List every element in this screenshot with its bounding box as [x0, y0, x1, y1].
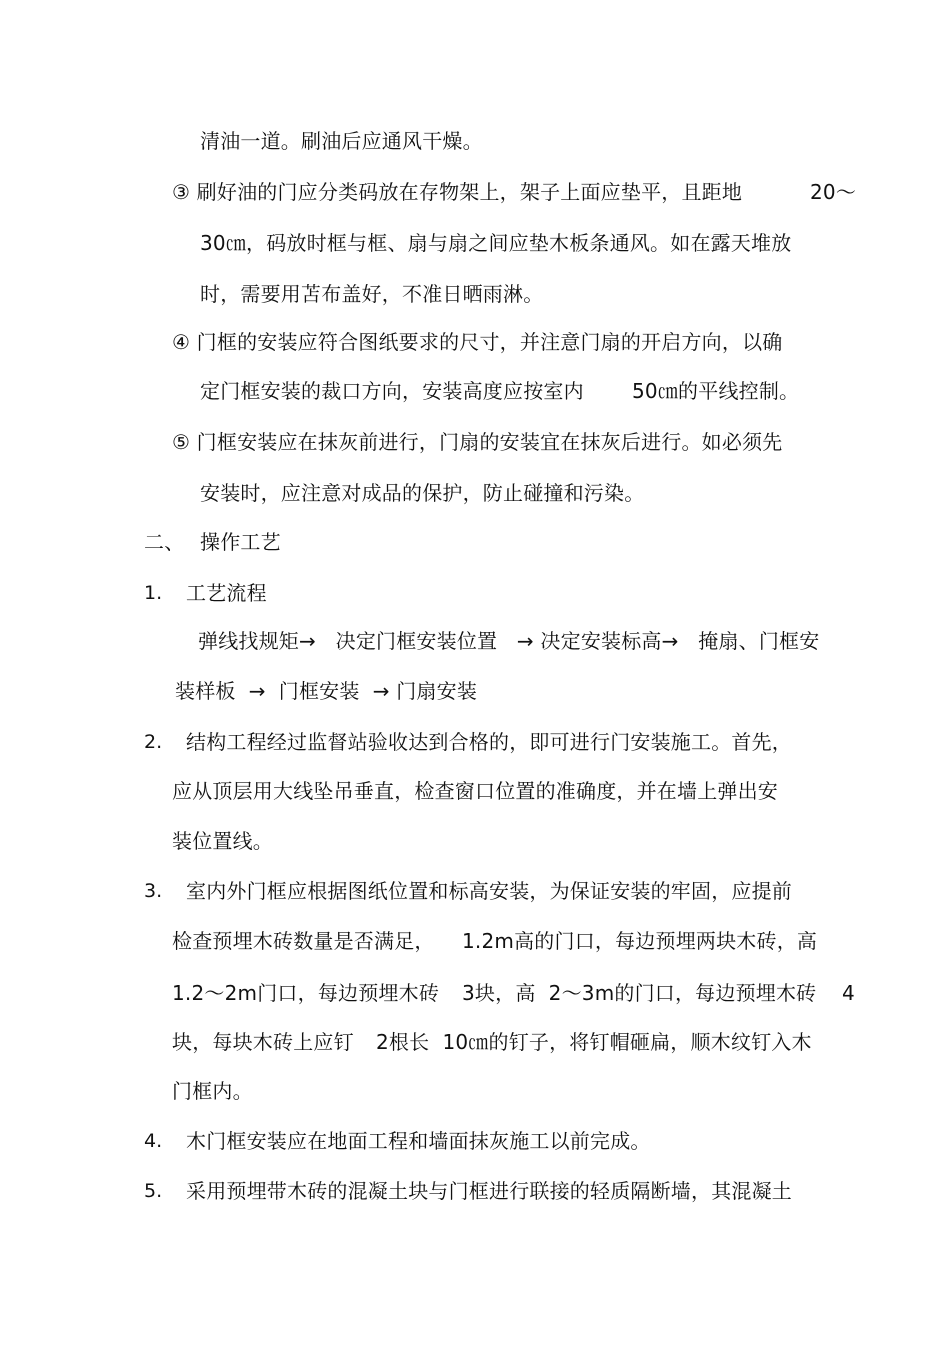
section-title: 操作工艺: [200, 530, 281, 554]
paragraph-line: 检查预埋木砖数量是否满足，: [172, 929, 435, 953]
paragraph-line: 安装时，应注意对成品的保护，防止碰撞和污染。: [200, 481, 645, 505]
paragraph-line: 50㎝的平线控制。: [632, 379, 800, 403]
paragraph-line: 室内外门框应根据图纸位置和标高安装，为保证安装的牢固，应提前: [186, 879, 792, 903]
paragraph-line: ③ 刷好油的门应分类码放在存物架上，架子上面应垫平，且距地: [172, 180, 743, 204]
paragraph-line: 采用预埋带木砖的混凝土块与门框进行联接的轻质隔断墙，其混凝土: [186, 1179, 792, 1203]
paragraph-line: 定门框安装的裁口方向，安装高度应按室内: [200, 379, 584, 403]
item-number: 2.: [144, 731, 163, 753]
section-number: 二、: [144, 530, 185, 554]
process-flow-line: 弹线找规矩→ 决定门框安装位置 → 决定安装标高→ 掩扇、门框安: [198, 629, 820, 653]
paragraph-line: 块，每块木砖上应钉: [172, 1030, 354, 1054]
paragraph-line: 4: [842, 981, 855, 1005]
paragraph-line: 结构工程经过监督站验收达到合格的，即可进行门安装施工。首先，: [186, 730, 792, 754]
paragraph-line: 装位置线。: [172, 829, 273, 853]
paragraph-line: 时，需要用苫布盖好，不准日晒雨淋。: [200, 282, 544, 306]
item-title: 工艺流程: [186, 581, 267, 605]
item-number: 3.: [144, 880, 163, 902]
item-number: 5.: [144, 1180, 163, 1202]
paragraph-line: 2根长 10㎝的钉子，将钉帽砸扁，顺木纹钉入木: [376, 1030, 812, 1054]
paragraph-line: 3块，高 2～3m的门口，每边预埋木砖: [462, 981, 817, 1005]
paragraph-line: 门框内。: [172, 1079, 253, 1103]
paragraph-line: 30㎝，码放时框与框、扇与扇之间应垫木板条通风。如在露天堆放: [200, 231, 792, 255]
paragraph-line: 1.2～2m门口，每边预埋木砖: [172, 981, 440, 1005]
paragraph-line: 1.2m高的门口，每边预埋两块木砖，高: [462, 929, 818, 953]
paragraph-line: ④ 门框的安装应符合图纸要求的尺寸，并注意门扇的开启方向，以确: [172, 330, 783, 354]
item-number: 4.: [144, 1130, 163, 1152]
paragraph-line: ⑤ 门框安装应在抹灰前进行，门扇的安装宜在抹灰后进行。如必须先: [172, 430, 783, 454]
paragraph-line: 应从顶层用大线坠吊垂直，检查窗口位置的准确度，并在墙上弹出安: [172, 779, 778, 803]
paragraph-line: 清油一道。刷油后应通风干燥。: [200, 129, 483, 153]
process-flow-line: 装样板 → 门框安装 → 门扇安装: [175, 679, 478, 703]
paragraph-line: 木门框安装应在地面工程和墙面抹灰施工以前完成。: [186, 1129, 651, 1153]
item-number: 1.: [144, 582, 163, 604]
paragraph-line: 20～: [810, 180, 857, 204]
